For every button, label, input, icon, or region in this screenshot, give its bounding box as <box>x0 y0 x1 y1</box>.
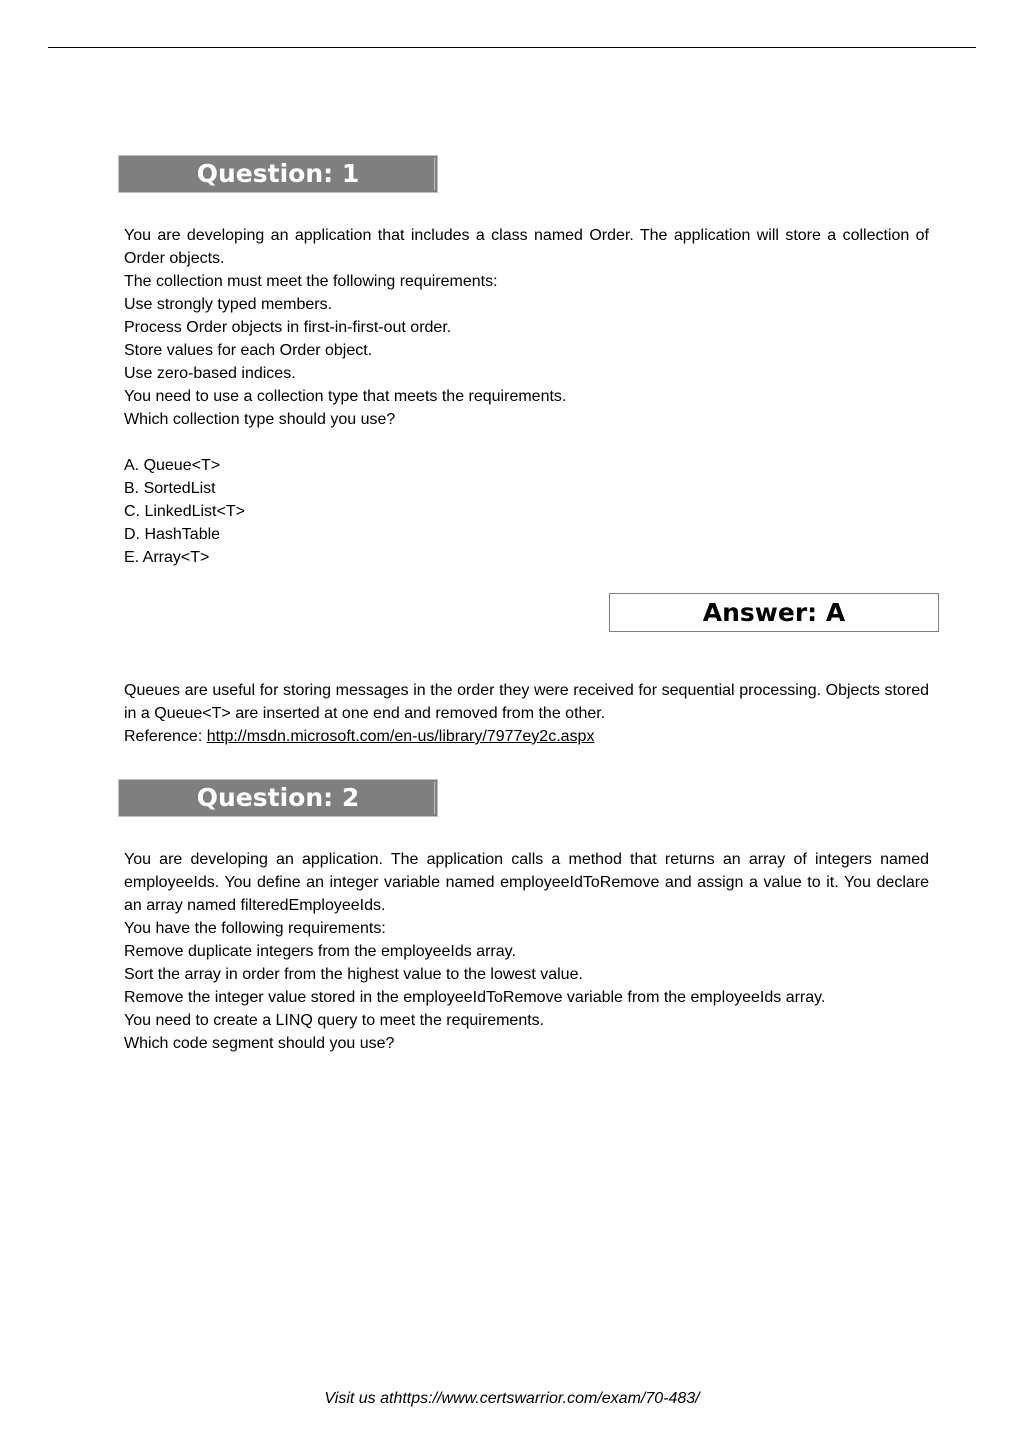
answer-box: Answer: A <box>609 593 939 632</box>
option-a: A. Queue<T> <box>124 457 221 474</box>
option-c: C. LinkedList<T> <box>124 503 245 520</box>
question-1-line: Use strongly typed members. <box>124 296 333 313</box>
question-1-line: Use zero-based indices. <box>124 365 296 382</box>
top-rule <box>48 47 976 48</box>
question-1-body <box>124 224 929 569</box>
question-1-line: You need to use a collection type that meets the requirements. <box>124 388 567 405</box>
reference-line <box>124 725 929 748</box>
explanation: Queues are useful for storing messages in the order they were received for sequential processing. Objects stored in a Queue<T> are inserted at one end and removed from the other. <box>124 682 929 722</box>
option-d: D. HashTable <box>124 526 221 543</box>
question-1-line: Which collection type should you use? <box>124 411 396 428</box>
question-2-line: You have the following requirements: <box>124 920 386 937</box>
question-2-header: Question: 2 <box>118 779 438 817</box>
question-1-header: Question: 1 <box>118 155 438 193</box>
option-e: E. Array<T> <box>124 549 210 566</box>
question-1-line: Store values for each Order object. <box>124 342 373 359</box>
reference-label: Reference: <box>124 728 207 745</box>
question-1-line: The collection must meet the following requirements: <box>124 273 498 290</box>
question-2-line: Which code segment should you use? <box>124 1035 395 1052</box>
question-2-line: You need to create a LINQ query to meet the requirements. <box>124 1012 545 1029</box>
question-2-intro: You are developing an application. The application calls a method that returns an array of integers named employeeIds. You define an integer variable named employeeIdToRemove and assign a value to it. You declare an array named filteredEmployeeIds. <box>124 851 929 914</box>
question-2-line: Remove the integer value stored in the employeeIdToRemove variable from the employeeIds array. <box>124 989 826 1006</box>
question-1-explanation-block <box>124 679 929 748</box>
question-2-line: Remove duplicate integers from the employeeIds array. <box>124 943 516 960</box>
question-2-line: Sort the array in order from the highest value to the lowest value. <box>124 966 583 983</box>
reference-link[interactable]: http://msdn.microsoft.com/en-us/library/7977ey2c.aspx <box>206 728 595 745</box>
question-2-body <box>124 848 929 1055</box>
question-1-line: Process Order objects in first-in-first-out order. <box>124 319 452 336</box>
option-b: B. SortedList <box>124 480 216 497</box>
question-1-intro: You are developing an application that includes a class named Order. The application will store a collection of Order objects. <box>124 227 929 267</box>
footer-text: Visit us athttps://www.certswarrior.com/exam/70-483/ <box>324 1390 700 1407</box>
